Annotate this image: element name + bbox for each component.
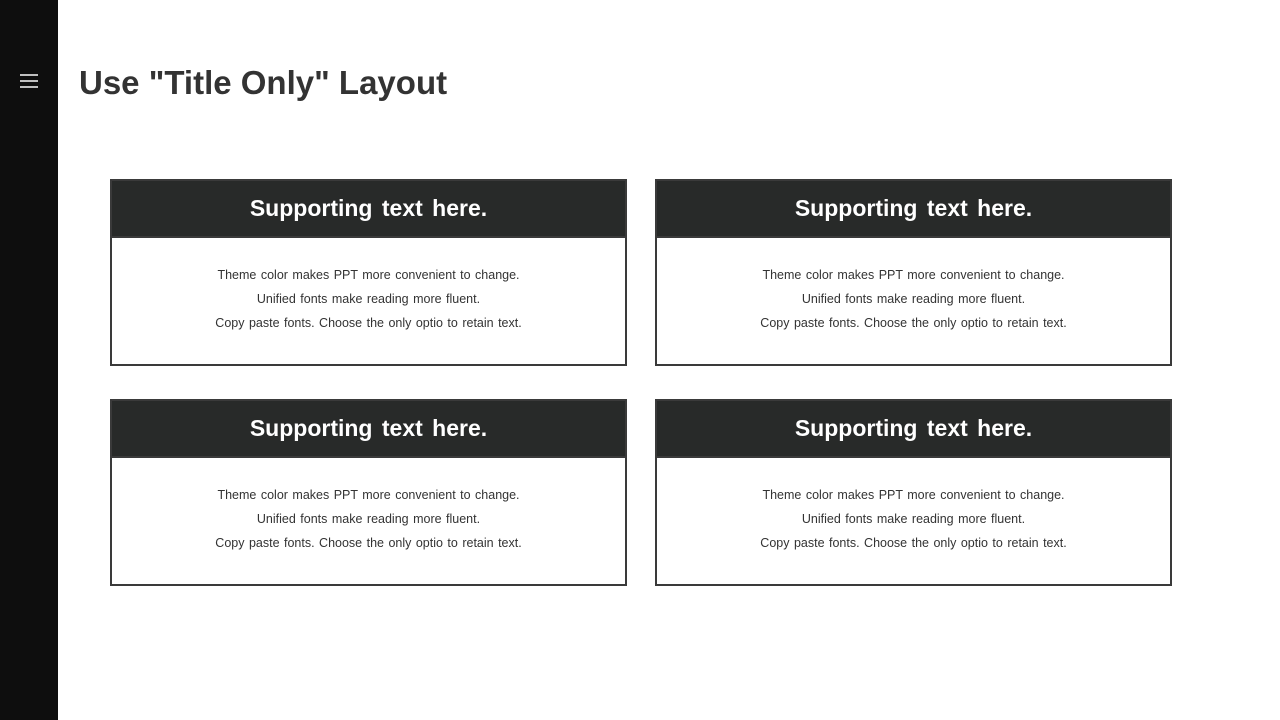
card-body <box>112 458 625 555</box>
sidebar <box>0 0 58 720</box>
card-text-line: Theme color makes PPT more convenient to change. <box>217 268 520 282</box>
card-text-line: Theme color makes PPT more convenient to change. <box>217 488 520 502</box>
card-text-line: Unified fonts make reading more fluent. <box>256 292 481 306</box>
card-text-line: Copy paste fonts. Choose the only optio to retain text. <box>760 316 1067 330</box>
card-text-line: Unified fonts make reading more fluent. <box>801 292 1026 306</box>
card-text-line: Copy paste fonts. Choose the only optio to retain text. <box>215 536 522 550</box>
card-text-line: Unified fonts make reading more fluent. <box>256 512 481 526</box>
info-card <box>110 399 627 586</box>
card-text-line: Copy paste fonts. Choose the only optio to retain text. <box>760 536 1067 550</box>
card-body <box>657 458 1170 555</box>
card-heading: Supporting text here. <box>112 401 625 458</box>
menu-bar <box>20 80 38 82</box>
card-text-line: Unified fonts make reading more fluent. <box>801 512 1026 526</box>
info-card <box>110 179 627 366</box>
card-heading: Supporting text here. <box>112 181 625 238</box>
card-text-line: Theme color makes PPT more convenient to change. <box>762 488 1065 502</box>
card-heading: Supporting text here. <box>657 401 1170 458</box>
info-card <box>655 179 1172 366</box>
menu-bar <box>20 74 38 76</box>
page-title: Use "Title Only" Layout <box>79 64 448 101</box>
card-text-line: Copy paste fonts. Choose the only optio to retain text. <box>215 316 522 330</box>
info-card <box>655 399 1172 586</box>
card-text-line: Theme color makes PPT more convenient to change. <box>762 268 1065 282</box>
menu-bar <box>20 86 38 88</box>
card-heading: Supporting text here. <box>657 181 1170 238</box>
card-body <box>112 238 625 335</box>
hamburger-menu-icon[interactable] <box>20 73 38 89</box>
card-body <box>657 238 1170 335</box>
